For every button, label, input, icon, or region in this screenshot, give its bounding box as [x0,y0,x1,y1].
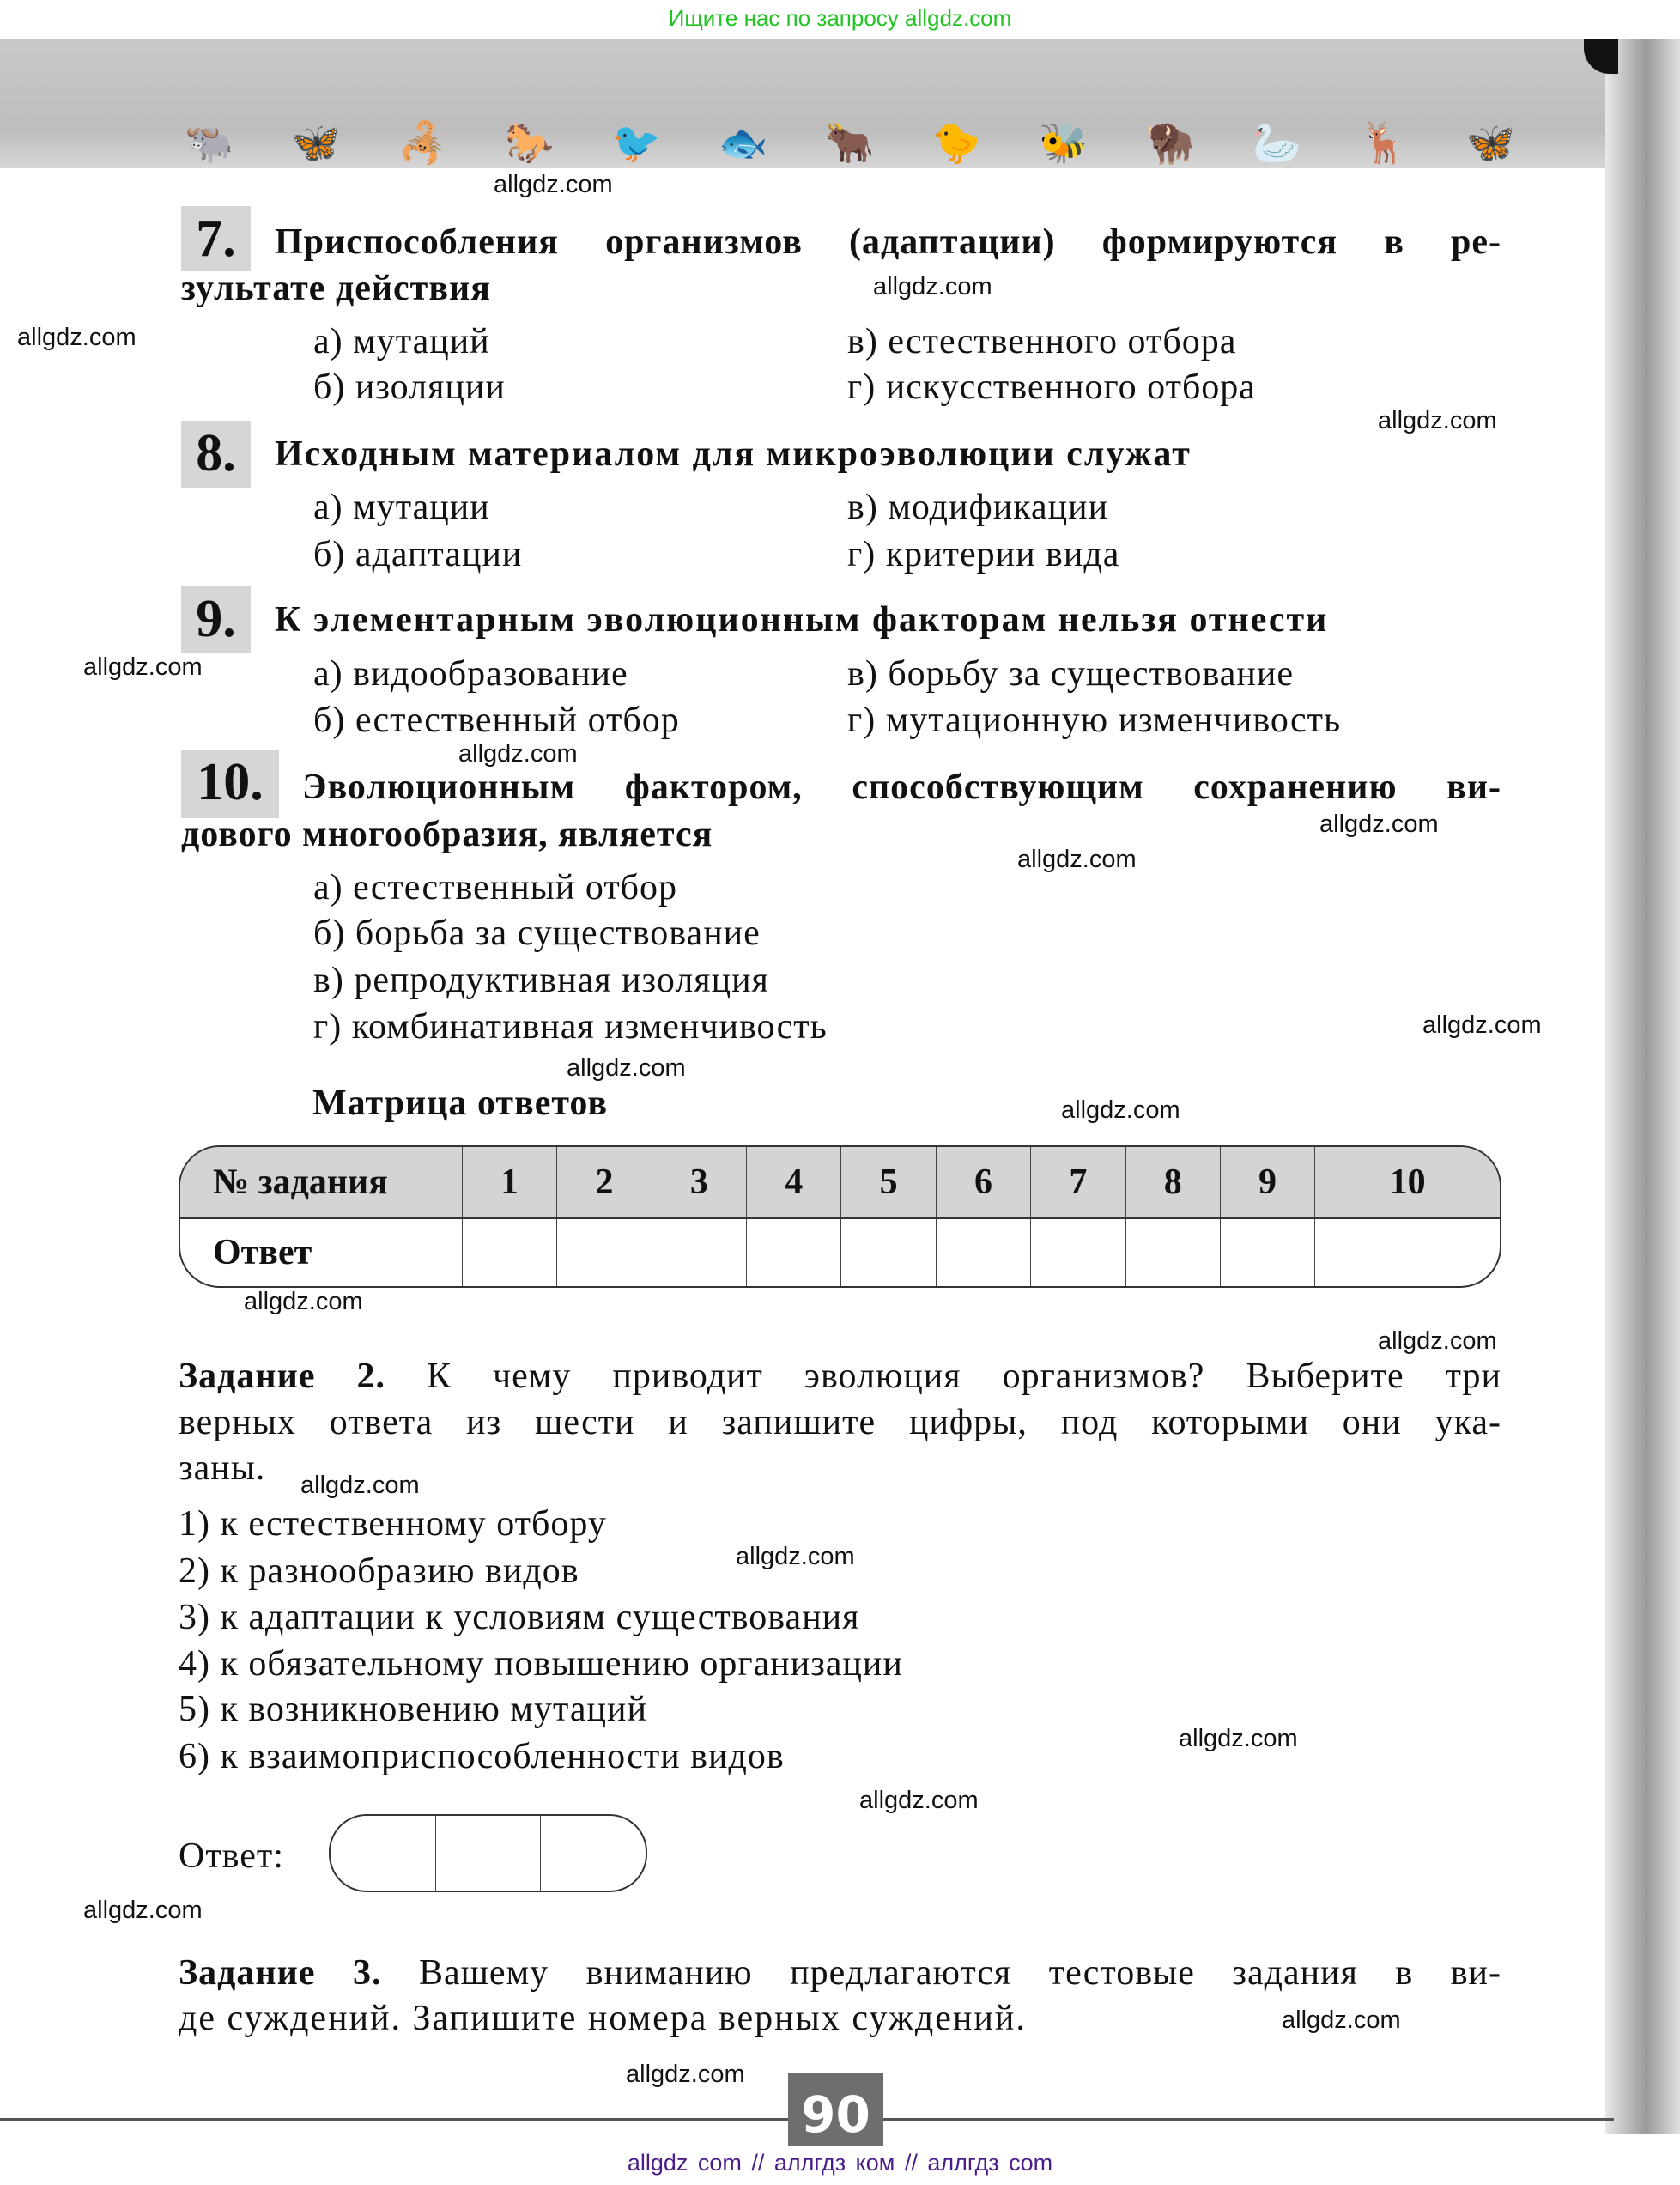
watermark: allgdz.com [626,2061,745,2088]
watermark: allgdz.com [1378,407,1497,434]
watermark: allgdz.com [1422,1011,1542,1039]
matrix-answer-row [180,1219,1500,1286]
task2-option: 1) к естественному отбору [179,1504,607,1544]
watermark: allgdz.com [567,1054,686,1082]
matrix-col-number: 1 [462,1147,556,1219]
watermark: allgdz.com [1282,2006,1401,2034]
answer-matrix [179,1145,1501,1288]
bottom-watermark: allgdz com // аллгдз ком // аллгдз com [627,2150,1053,2176]
watermark: allgdz.com [736,1543,855,1570]
page-edge [1605,39,1680,2134]
option: г) мутационную изменчивость [847,701,1342,740]
buffalo-icon: 🐃 [185,119,234,166]
answer-cell[interactable] [556,1219,651,1286]
answer-cell[interactable] [746,1219,840,1286]
task2-answer-box [329,1814,647,1892]
question-text: К элементарным эволюционным факторам нельзя отнести [275,600,1329,640]
watermark: allgdz.com [1061,1096,1180,1124]
matrix-col-number: 9 [1220,1147,1314,1219]
question-number: 7. [181,206,251,271]
option: а) мутаций [313,322,490,361]
top-watermark: Ищите нас по запросу allgdz.com [668,5,1012,31]
ostrich-icon: 🦢 [1252,119,1302,166]
animal-silhouettes [185,121,1515,164]
option: в) борьбу за существование [847,654,1295,694]
question-number: 8. [181,421,251,488]
question-text: Приспособления организмов (адаптации) формируются в ре- [275,222,1501,262]
answer-cell[interactable] [462,1219,556,1286]
antelope-icon: 🦌 [1359,119,1409,166]
answer-cell[interactable] [1125,1219,1220,1286]
watermark: allgdz.com [494,171,613,198]
option: а) мутации [313,488,490,527]
matrix-col-number: 8 [1125,1147,1220,1219]
matrix-col-number: 4 [746,1147,840,1219]
option: б) естественный отбор [313,701,680,740]
matrix-header-row [180,1147,1500,1219]
matrix-title: Матрица ответов [312,1083,609,1123]
task2-text: заны. [179,1448,266,1488]
watermark: allgdz.com [1179,1725,1298,1752]
answer-cell[interactable] [435,1816,541,1891]
matrix-col-number: 3 [652,1147,746,1219]
task2-text: верных ответа из шести и запишите цифры, под которыми они ука- [179,1403,1501,1442]
task3-text: де суждений. Запишите номера верных суждений. [179,1999,1027,2038]
matrix-col-number: 5 [840,1147,935,1219]
option: г) искусственного отбора [847,367,1256,407]
question-text: Эволюционным фактором, способствующим сохранению ви- [302,768,1501,807]
insect-icon: 🐝 [1039,119,1089,166]
bird-icon: 🐦 [611,119,661,166]
option: б) борьба за существование [313,913,761,953]
question-text: Исходным материалом для микроэволюции служат [275,434,1192,474]
horse-icon: 🐎 [505,119,555,166]
task2-text [179,1357,1501,1396]
option: г) критерии вида [847,535,1120,574]
task3-label: Задание 3. [179,1953,382,1993]
butterfly-icon: 🦋 [291,119,341,166]
watermark: allgdz.com [83,653,203,681]
answer-cell[interactable] [1314,1219,1500,1286]
question-text: зультате действия [181,269,491,308]
option: г) комбинативная изменчивость [313,1007,828,1047]
matrix-col-number: 6 [936,1147,1030,1219]
watermark: allgdz.com [458,740,578,768]
watermark: allgdz.com [859,1787,979,1814]
task3-text [179,1953,1501,1993]
task2-option: 2) к разнообразию видов [179,1551,579,1591]
answer-cell[interactable] [1220,1219,1314,1286]
watermark: allgdz.com [873,273,992,300]
watermark: allgdz.com [1319,810,1439,838]
watermark: allgdz.com [1017,846,1137,873]
watermark: allgdz.com [1378,1327,1497,1355]
task2-option: 3) к адаптации к условиям существования [179,1598,860,1637]
answer-label: Ответ: [179,1836,284,1876]
watermark: allgdz.com [300,1472,420,1499]
bird-standing-icon: 🐤 [931,119,982,166]
option: б) адаптации [313,535,523,574]
task2-label: Задание 2. [179,1357,385,1396]
bull-icon: 🐂 [825,119,875,166]
option: а) видообразование [313,654,628,694]
watermark: allgdz.com [244,1288,363,1315]
matrix-col-number: 10 [1314,1147,1500,1219]
option: в) модификации [847,488,1109,527]
answer-cell[interactable] [331,1816,435,1891]
matrix-row-label: № задания [180,1147,462,1219]
matrix-col-number: 2 [556,1147,651,1219]
option: в) репродуктивная изоляция [313,961,769,1000]
answer-cell[interactable] [652,1219,746,1286]
matrix-row-label: Ответ [213,1233,312,1272]
watermark: allgdz.com [17,324,136,351]
page-number: 90 [788,2073,883,2146]
question-number: 9. [181,586,251,653]
task2-option: 6) к взаимоприспособленности видов [179,1737,785,1776]
option: б) изоляции [313,367,506,407]
bison-icon: 🦬 [1145,119,1195,166]
question-text: дового многообразия, является [181,815,713,854]
task2-option: 4) к обязательному повышению организации [179,1644,903,1684]
task2-option: 5) к возникновению мутаций [179,1690,647,1729]
answer-cell[interactable] [936,1219,1030,1286]
scorpion-icon: 🦂 [397,119,448,166]
question-number: 10. [181,750,279,818]
option: а) естественный отбор [313,868,678,907]
matrix-col-number: 7 [1030,1147,1125,1219]
watermark: allgdz.com [83,1897,203,1924]
task3-line: Вашему вниманию предлагаются тестовые задания в ви- [381,1953,1501,1993]
fish-icon: 🐟 [718,119,768,166]
answer-cell[interactable] [1030,1219,1125,1286]
answer-cell[interactable] [840,1219,935,1286]
option: в) естественного отбора [847,322,1237,361]
task2-line: К чему приводит эволюция организмов? Выберите три [385,1357,1501,1396]
butterfly-icon: 🦋 [1465,119,1515,166]
header-band [0,39,1614,168]
answer-cell[interactable] [540,1816,646,1891]
